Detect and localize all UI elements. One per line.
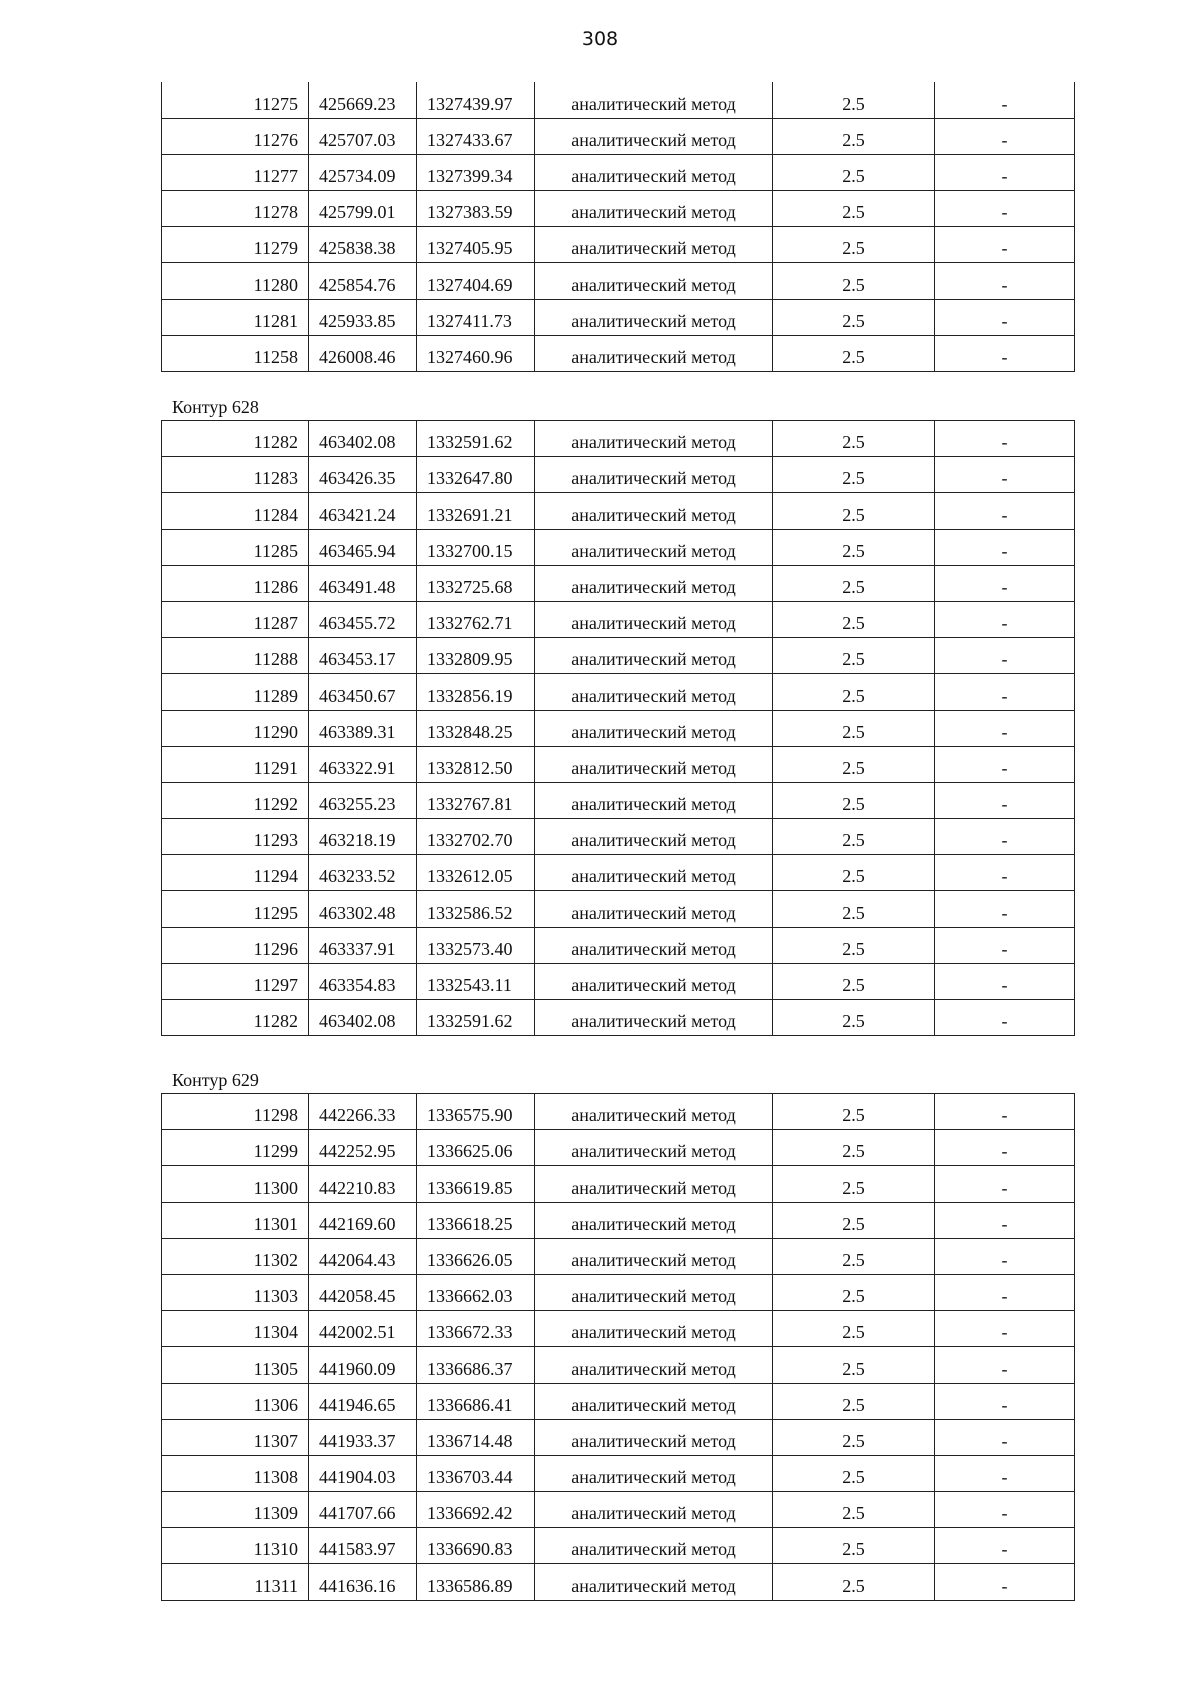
method-cell: аналитический метод (535, 1094, 773, 1130)
precision-cell: 2.5 (773, 1383, 935, 1419)
description-cell: - (935, 1166, 1075, 1202)
description-cell: - (935, 1383, 1075, 1419)
description-cell: - (935, 299, 1075, 335)
y-coordinate-cell: 1327383.59 (417, 191, 535, 227)
method-cell: аналитический метод (535, 118, 773, 154)
precision-cell: 2.5 (773, 1166, 935, 1202)
coordinates-table (161, 82, 1075, 372)
description-cell: - (935, 421, 1075, 457)
table-row (162, 1455, 1075, 1491)
y-coordinate-cell: 1336686.37 (417, 1347, 535, 1383)
contour-label-628: Контур 628 (172, 397, 259, 417)
method-cell: аналитический метод (535, 1166, 773, 1202)
table-block-contour-628 (161, 420, 1075, 1036)
y-coordinate-cell: 1327399.34 (417, 154, 535, 190)
description-cell: - (935, 493, 1075, 529)
table-row (162, 1492, 1075, 1528)
precision-cell: 2.5 (773, 1238, 935, 1274)
table-row (162, 927, 1075, 963)
x-coordinate-cell: 463302.48 (309, 891, 417, 927)
y-coordinate-cell: 1336686.41 (417, 1383, 535, 1419)
y-coordinate-cell: 1332691.21 (417, 493, 535, 529)
precision-cell: 2.5 (773, 891, 935, 927)
precision-cell: 2.5 (773, 746, 935, 782)
description-cell: - (935, 1528, 1075, 1564)
description-cell: - (935, 1347, 1075, 1383)
point-number-cell: 11275 (162, 82, 309, 118)
y-coordinate-cell: 1336672.33 (417, 1311, 535, 1347)
point-number-cell: 11258 (162, 335, 309, 371)
y-coordinate-cell: 1336703.44 (417, 1455, 535, 1491)
description-cell: - (935, 1455, 1075, 1491)
table-row (162, 1130, 1075, 1166)
description-cell: - (935, 963, 1075, 999)
precision-cell: 2.5 (773, 82, 935, 118)
x-coordinate-cell: 425799.01 (309, 191, 417, 227)
y-coordinate-cell: 1336692.42 (417, 1492, 535, 1528)
point-number-cell: 11295 (162, 891, 309, 927)
precision-cell: 2.5 (773, 782, 935, 818)
description-cell: - (935, 1238, 1075, 1274)
x-coordinate-cell: 463455.72 (309, 601, 417, 637)
y-coordinate-cell: 1327460.96 (417, 335, 535, 371)
x-coordinate-cell: 463453.17 (309, 638, 417, 674)
y-coordinate-cell: 1332591.62 (417, 1000, 535, 1036)
y-coordinate-cell: 1327439.97 (417, 82, 535, 118)
precision-cell: 2.5 (773, 1202, 935, 1238)
y-coordinate-cell: 1332700.15 (417, 529, 535, 565)
x-coordinate-cell: 442252.95 (309, 1130, 417, 1166)
point-number-cell: 11308 (162, 1455, 309, 1491)
method-cell: аналитический метод (535, 1274, 773, 1310)
x-coordinate-cell: 426008.46 (309, 335, 417, 371)
description-cell: - (935, 1274, 1075, 1310)
x-coordinate-cell: 463402.08 (309, 421, 417, 457)
table-row (162, 457, 1075, 493)
precision-cell: 2.5 (773, 493, 935, 529)
x-coordinate-cell: 463450.67 (309, 674, 417, 710)
precision-cell: 2.5 (773, 421, 935, 457)
x-coordinate-cell: 425707.03 (309, 118, 417, 154)
table-row (162, 855, 1075, 891)
y-coordinate-cell: 1332809.95 (417, 638, 535, 674)
table-row (162, 154, 1075, 190)
point-number-cell: 11310 (162, 1528, 309, 1564)
point-number-cell: 11294 (162, 855, 309, 891)
point-number-cell: 11300 (162, 1166, 309, 1202)
x-coordinate-cell: 463402.08 (309, 1000, 417, 1036)
method-cell: аналитический метод (535, 1347, 773, 1383)
contour-label-629: Контур 629 (172, 1070, 259, 1090)
x-coordinate-cell: 441583.97 (309, 1528, 417, 1564)
description-cell: - (935, 927, 1075, 963)
page-number: 308 (581, 28, 619, 50)
point-number-cell: 11290 (162, 710, 309, 746)
x-coordinate-cell: 425734.09 (309, 154, 417, 190)
table-row (162, 1274, 1075, 1310)
description-cell: - (935, 1130, 1075, 1166)
y-coordinate-cell: 1332848.25 (417, 710, 535, 746)
method-cell: аналитический метод (535, 227, 773, 263)
point-number-cell: 11304 (162, 1311, 309, 1347)
table-row (162, 335, 1075, 371)
precision-cell: 2.5 (773, 927, 935, 963)
x-coordinate-cell: 463389.31 (309, 710, 417, 746)
y-coordinate-cell: 1332543.11 (417, 963, 535, 999)
x-coordinate-cell: 425933.85 (309, 299, 417, 335)
method-cell: аналитический метод (535, 529, 773, 565)
method-cell: аналитический метод (535, 1419, 773, 1455)
table-row (162, 1419, 1075, 1455)
x-coordinate-cell: 463491.48 (309, 565, 417, 601)
y-coordinate-cell: 1327404.69 (417, 263, 535, 299)
method-cell: аналитический метод (535, 601, 773, 637)
point-number-cell: 11281 (162, 299, 309, 335)
method-cell: аналитический метод (535, 457, 773, 493)
method-cell: аналитический метод (535, 82, 773, 118)
point-number-cell: 11301 (162, 1202, 309, 1238)
point-number-cell: 11280 (162, 263, 309, 299)
x-coordinate-cell: 463426.35 (309, 457, 417, 493)
table-row (162, 1238, 1075, 1274)
description-cell: - (935, 1564, 1075, 1600)
point-number-cell: 11289 (162, 674, 309, 710)
table-row (162, 963, 1075, 999)
precision-cell: 2.5 (773, 963, 935, 999)
point-number-cell: 11287 (162, 601, 309, 637)
table-row (162, 421, 1075, 457)
description-cell: - (935, 565, 1075, 601)
method-cell: аналитический метод (535, 674, 773, 710)
x-coordinate-cell: 441946.65 (309, 1383, 417, 1419)
method-cell: аналитический метод (535, 927, 773, 963)
table-row (162, 819, 1075, 855)
table-row (162, 529, 1075, 565)
point-number-cell: 11285 (162, 529, 309, 565)
x-coordinate-cell: 463233.52 (309, 855, 417, 891)
method-cell: аналитический метод (535, 299, 773, 335)
description-cell: - (935, 855, 1075, 891)
point-number-cell: 11282 (162, 421, 309, 457)
description-cell: - (935, 819, 1075, 855)
description-cell: - (935, 82, 1075, 118)
point-number-cell: 11296 (162, 927, 309, 963)
description-cell: - (935, 227, 1075, 263)
x-coordinate-cell: 463255.23 (309, 782, 417, 818)
method-cell: аналитический метод (535, 154, 773, 190)
point-number-cell: 11309 (162, 1492, 309, 1528)
table-row (162, 1000, 1075, 1036)
method-cell: аналитический метод (535, 1130, 773, 1166)
method-cell: аналитический метод (535, 263, 773, 299)
point-number-cell: 11278 (162, 191, 309, 227)
y-coordinate-cell: 1332767.81 (417, 782, 535, 818)
y-coordinate-cell: 1332647.80 (417, 457, 535, 493)
point-number-cell: 11276 (162, 118, 309, 154)
point-number-cell: 11293 (162, 819, 309, 855)
table-block-contour-629 (161, 1093, 1075, 1601)
y-coordinate-cell: 1332762.71 (417, 601, 535, 637)
precision-cell: 2.5 (773, 529, 935, 565)
precision-cell: 2.5 (773, 674, 935, 710)
method-cell: аналитический метод (535, 1238, 773, 1274)
description-cell: - (935, 710, 1075, 746)
x-coordinate-cell: 441636.16 (309, 1564, 417, 1600)
y-coordinate-cell: 1336619.85 (417, 1166, 535, 1202)
y-coordinate-cell: 1336626.05 (417, 1238, 535, 1274)
y-coordinate-cell: 1327405.95 (417, 227, 535, 263)
y-coordinate-cell: 1327433.67 (417, 118, 535, 154)
precision-cell: 2.5 (773, 855, 935, 891)
point-number-cell: 11279 (162, 227, 309, 263)
method-cell: аналитический метод (535, 421, 773, 457)
precision-cell: 2.5 (773, 335, 935, 371)
table-row (162, 674, 1075, 710)
table-row (162, 1564, 1075, 1600)
x-coordinate-cell: 442064.43 (309, 1238, 417, 1274)
point-number-cell: 11298 (162, 1094, 309, 1130)
description-cell: - (935, 746, 1075, 782)
table-row (162, 601, 1075, 637)
coordinates-table (161, 420, 1075, 1036)
description-cell: - (935, 638, 1075, 674)
method-cell: аналитический метод (535, 855, 773, 891)
y-coordinate-cell: 1332725.68 (417, 565, 535, 601)
x-coordinate-cell: 442210.83 (309, 1166, 417, 1202)
point-number-cell: 11306 (162, 1383, 309, 1419)
precision-cell: 2.5 (773, 1274, 935, 1310)
table-row (162, 493, 1075, 529)
description-cell: - (935, 1094, 1075, 1130)
table-row (162, 1166, 1075, 1202)
method-cell: аналитический метод (535, 1564, 773, 1600)
x-coordinate-cell: 425669.23 (309, 82, 417, 118)
table-row (162, 1202, 1075, 1238)
y-coordinate-cell: 1336625.06 (417, 1130, 535, 1166)
method-cell: аналитический метод (535, 1455, 773, 1491)
method-cell: аналитический метод (535, 710, 773, 746)
x-coordinate-cell: 463337.91 (309, 927, 417, 963)
x-coordinate-cell: 442266.33 (309, 1094, 417, 1130)
method-cell: аналитический метод (535, 819, 773, 855)
y-coordinate-cell: 1332812.50 (417, 746, 535, 782)
point-number-cell: 11283 (162, 457, 309, 493)
x-coordinate-cell: 463218.19 (309, 819, 417, 855)
point-number-cell: 11291 (162, 746, 309, 782)
x-coordinate-cell: 425838.38 (309, 227, 417, 263)
point-number-cell: 11311 (162, 1564, 309, 1600)
table-row (162, 191, 1075, 227)
precision-cell: 2.5 (773, 299, 935, 335)
table-row (162, 1528, 1075, 1564)
description-cell: - (935, 782, 1075, 818)
description-cell: - (935, 1000, 1075, 1036)
point-number-cell: 11297 (162, 963, 309, 999)
x-coordinate-cell: 463322.91 (309, 746, 417, 782)
x-coordinate-cell: 463421.24 (309, 493, 417, 529)
method-cell: аналитический метод (535, 891, 773, 927)
precision-cell: 2.5 (773, 1528, 935, 1564)
precision-cell: 2.5 (773, 1311, 935, 1347)
method-cell: аналитический метод (535, 1492, 773, 1528)
point-number-cell: 11305 (162, 1347, 309, 1383)
precision-cell: 2.5 (773, 118, 935, 154)
description-cell: - (935, 1311, 1075, 1347)
y-coordinate-cell: 1332702.70 (417, 819, 535, 855)
method-cell: аналитический метод (535, 565, 773, 601)
method-cell: аналитический метод (535, 963, 773, 999)
precision-cell: 2.5 (773, 1455, 935, 1491)
point-number-cell: 11307 (162, 1419, 309, 1455)
method-cell: аналитический метод (535, 638, 773, 674)
point-number-cell: 11302 (162, 1238, 309, 1274)
x-coordinate-cell: 441960.09 (309, 1347, 417, 1383)
y-coordinate-cell: 1336618.25 (417, 1202, 535, 1238)
table-row (162, 710, 1075, 746)
method-cell: аналитический метод (535, 782, 773, 818)
precision-cell: 2.5 (773, 1419, 935, 1455)
precision-cell: 2.5 (773, 1347, 935, 1383)
x-coordinate-cell: 442002.51 (309, 1311, 417, 1347)
description-cell: - (935, 601, 1075, 637)
point-number-cell: 11288 (162, 638, 309, 674)
table-row (162, 746, 1075, 782)
precision-cell: 2.5 (773, 227, 935, 263)
precision-cell: 2.5 (773, 191, 935, 227)
description-cell: - (935, 335, 1075, 371)
y-coordinate-cell: 1336575.90 (417, 1094, 535, 1130)
precision-cell: 2.5 (773, 263, 935, 299)
table-row (162, 1383, 1075, 1419)
precision-cell: 2.5 (773, 565, 935, 601)
x-coordinate-cell: 425854.76 (309, 263, 417, 299)
precision-cell: 2.5 (773, 154, 935, 190)
point-number-cell: 11286 (162, 565, 309, 601)
precision-cell: 2.5 (773, 457, 935, 493)
y-coordinate-cell: 1336690.83 (417, 1528, 535, 1564)
method-cell: аналитический метод (535, 493, 773, 529)
point-number-cell: 11282 (162, 1000, 309, 1036)
table-row (162, 1311, 1075, 1347)
point-number-cell: 11284 (162, 493, 309, 529)
method-cell: аналитический метод (535, 1528, 773, 1564)
method-cell: аналитический метод (535, 746, 773, 782)
description-cell: - (935, 891, 1075, 927)
y-coordinate-cell: 1336662.03 (417, 1274, 535, 1310)
point-number-cell: 11292 (162, 782, 309, 818)
description-cell: - (935, 118, 1075, 154)
point-number-cell: 11303 (162, 1274, 309, 1310)
table-row (162, 1094, 1075, 1130)
table-row (162, 82, 1075, 118)
description-cell: - (935, 1492, 1075, 1528)
precision-cell: 2.5 (773, 1564, 935, 1600)
description-cell: - (935, 1202, 1075, 1238)
table-block-continuation (161, 82, 1075, 372)
precision-cell: 2.5 (773, 1492, 935, 1528)
y-coordinate-cell: 1327411.73 (417, 299, 535, 335)
method-cell: аналитический метод (535, 1311, 773, 1347)
table-row (162, 263, 1075, 299)
x-coordinate-cell: 442169.60 (309, 1202, 417, 1238)
point-number-cell: 11277 (162, 154, 309, 190)
y-coordinate-cell: 1332591.62 (417, 421, 535, 457)
description-cell: - (935, 191, 1075, 227)
y-coordinate-cell: 1332586.52 (417, 891, 535, 927)
table-row (162, 638, 1075, 674)
precision-cell: 2.5 (773, 638, 935, 674)
x-coordinate-cell: 463354.83 (309, 963, 417, 999)
y-coordinate-cell: 1332573.40 (417, 927, 535, 963)
precision-cell: 2.5 (773, 819, 935, 855)
x-coordinate-cell: 441904.03 (309, 1455, 417, 1491)
precision-cell: 2.5 (773, 710, 935, 746)
table-row (162, 782, 1075, 818)
description-cell: - (935, 154, 1075, 190)
table-row (162, 1347, 1075, 1383)
x-coordinate-cell: 441933.37 (309, 1419, 417, 1455)
method-cell: аналитический метод (535, 191, 773, 227)
y-coordinate-cell: 1332612.05 (417, 855, 535, 891)
description-cell: - (935, 263, 1075, 299)
method-cell: аналитический метод (535, 1000, 773, 1036)
point-number-cell: 11299 (162, 1130, 309, 1166)
coordinates-table (161, 1093, 1075, 1601)
table-row (162, 118, 1075, 154)
y-coordinate-cell: 1336714.48 (417, 1419, 535, 1455)
method-cell: аналитический метод (535, 335, 773, 371)
y-coordinate-cell: 1336586.89 (417, 1564, 535, 1600)
description-cell: - (935, 1419, 1075, 1455)
description-cell: - (935, 529, 1075, 565)
x-coordinate-cell: 442058.45 (309, 1274, 417, 1310)
x-coordinate-cell: 441707.66 (309, 1492, 417, 1528)
precision-cell: 2.5 (773, 1094, 935, 1130)
method-cell: аналитический метод (535, 1383, 773, 1419)
precision-cell: 2.5 (773, 601, 935, 637)
y-coordinate-cell: 1332856.19 (417, 674, 535, 710)
table-row (162, 891, 1075, 927)
x-coordinate-cell: 463465.94 (309, 529, 417, 565)
table-row (162, 299, 1075, 335)
description-cell: - (935, 457, 1075, 493)
description-cell: - (935, 674, 1075, 710)
precision-cell: 2.5 (773, 1000, 935, 1036)
table-row (162, 227, 1075, 263)
method-cell: аналитический метод (535, 1202, 773, 1238)
precision-cell: 2.5 (773, 1130, 935, 1166)
table-row (162, 565, 1075, 601)
